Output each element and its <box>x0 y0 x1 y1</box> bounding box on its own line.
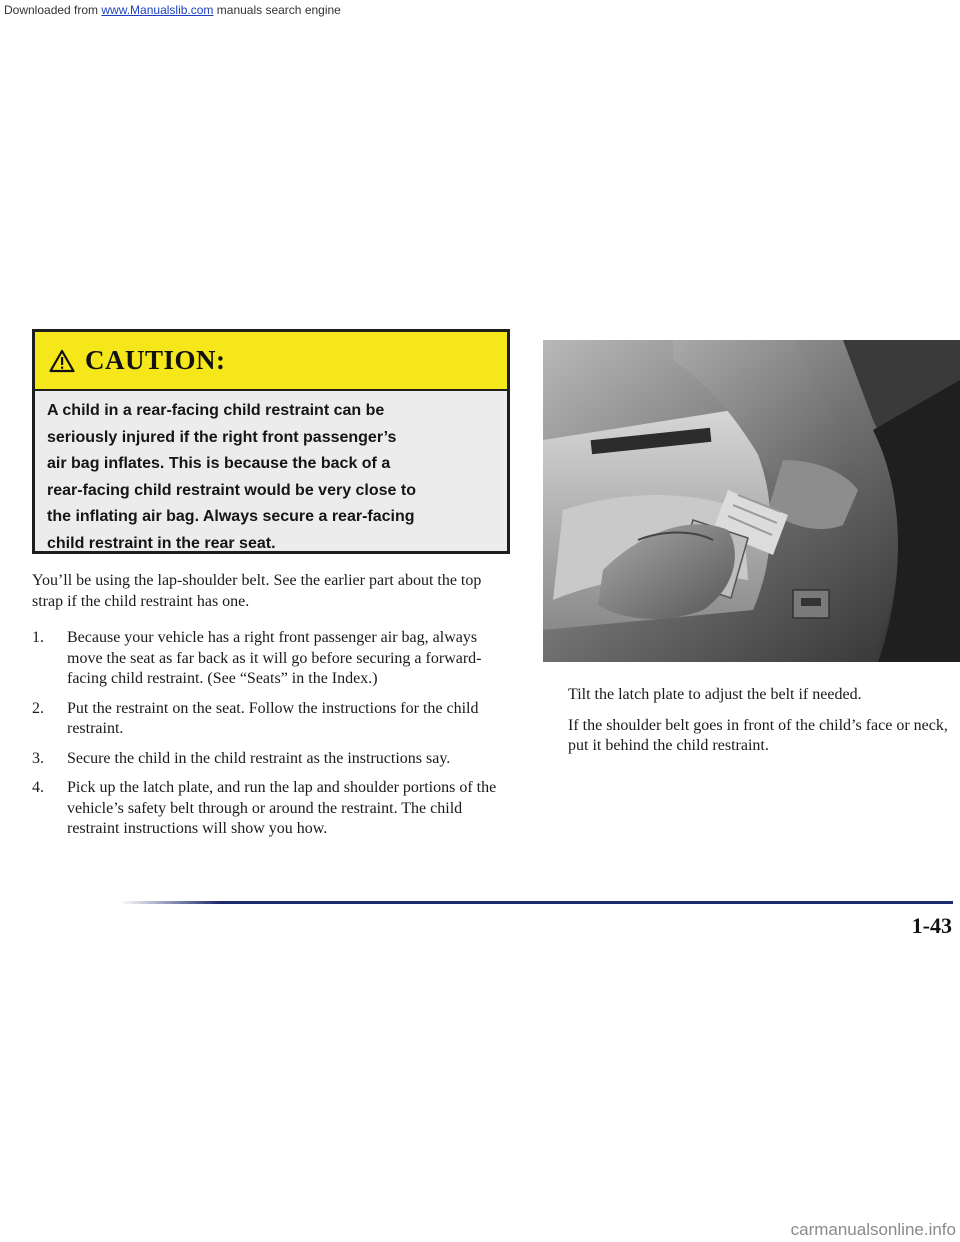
step-text: Because your vehicle has a right front passenger air bag, always move the seat as far back as it will go before securing a forward-facing child restraint. (See “Seats” in the Index.) <box>67 629 482 687</box>
right-column-text <box>568 685 960 757</box>
download-watermark <box>0 0 345 20</box>
step-number: 3. <box>32 749 44 767</box>
tilt-latch-paragraph: Tilt the latch plate to adjust the belt if needed. <box>568 686 862 703</box>
caution-line: the inflating air bag. Always secure a rear-facing <box>47 508 415 525</box>
shoulder-belt-paragraph: If the shoulder belt goes in front of the child’s face or neck, put it behind the child restraint. <box>568 716 948 754</box>
steps-list <box>32 628 514 840</box>
caution-line: rear-facing child restraint would be very close to <box>47 481 416 499</box>
caution-title: CAUTION: <box>85 345 226 375</box>
warning-triangle-icon <box>49 349 75 373</box>
step-text: Pick up the latch plate, and run the lap and shoulder portions of the vehicle’s safety belt through or around the restraint. The child restraint instructions will show you how. <box>67 779 497 837</box>
page-number: 1-43 <box>911 913 952 938</box>
step-number: 2. <box>32 699 44 717</box>
caution-line: child restraint in the rear seat. <box>47 534 276 552</box>
latch-plate-illustration <box>543 340 960 662</box>
footer-rule <box>120 901 953 904</box>
caution-line: A child in a rear-facing child restraint can be <box>47 402 385 419</box>
list-item <box>32 749 514 770</box>
list-item <box>32 628 514 690</box>
step-number: 1. <box>32 629 44 646</box>
manualslib-link[interactable]: www.Manualslib.com <box>101 3 214 17</box>
list-item <box>32 778 514 840</box>
intro-paragraph: You’ll be using the lap-shoulder belt. See the earlier part about the top strap if the child restraint has one. <box>32 572 482 610</box>
step-number: 4. <box>32 779 44 796</box>
caution-text <box>47 398 497 557</box>
list-item <box>32 699 514 740</box>
site-watermark: carmanualsonline.info <box>790 1220 956 1239</box>
watermark-suffix: manuals search engine <box>213 3 341 17</box>
caution-header <box>35 332 507 391</box>
watermark-prefix: Downloaded from <box>4 3 102 17</box>
step-text: Put the restraint on the seat. Follow the instructions for the child restraint. <box>67 699 479 737</box>
step-text: Secure the child in the child restraint as the instructions say. <box>67 749 451 767</box>
latch-plate-photo <box>543 340 960 662</box>
caution-line: air bag inflates. This is because the back of a <box>47 455 391 472</box>
caution-box <box>32 329 510 554</box>
caution-line: seriously injured if the right front passenger’s <box>47 428 397 446</box>
